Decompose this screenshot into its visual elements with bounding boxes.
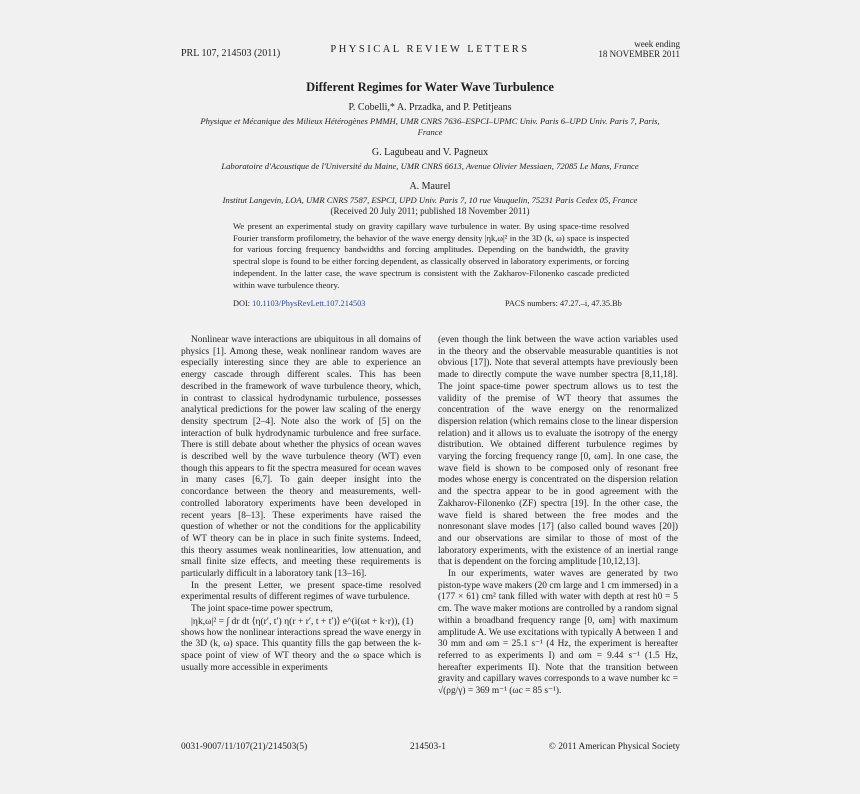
authors-3: A. Maurel: [409, 181, 451, 192]
paragraph: In the present Letter, we present space-time resolved experimental results of different regimes of wave turbulence.: [181, 580, 421, 603]
equation-1: |ηk,ω|² = ∫ dr dt ⟨η(r′, t′) η(r + r′, t + t′)⟩ e^(i(ωt + k·r)), (1): [191, 615, 414, 627]
authors-1: P. Cobelli,* A. Przadka, and P. Petitjeans: [348, 102, 512, 113]
pacs-numbers: PACS numbers: 47.27.–i, 47.35.Bb: [505, 299, 622, 308]
doi-link[interactable]: 10.1103/PhysRevLett.107.214503: [252, 299, 366, 308]
week-date: 18 NOVEMBER 2011: [598, 49, 680, 59]
authors-2: G. Lagubeau and V. Pagneux: [371, 147, 489, 158]
footer-issn: 0031-9007/11/107(21)/214503(5): [181, 742, 308, 752]
affiliation-3: Institut Langevin, LOA, UMR CNRS 7587, ESPCI, UPD Univ. Paris 7, 10 rue Vauquelin, 75231 Paris Cedex 05, France: [222, 195, 638, 205]
footer-page-number: 214503-1: [410, 742, 446, 752]
footer-copyright: © 2011 American Physical Society: [548, 742, 680, 752]
paragraph: In our experiments, water waves are generated by two piston-type wave makers (20 cm large and 1 cm immersed) in a (177 × 61) cm² tank filled with water with depth at rest h0 = 5 cm. The wave maker motions are controlled by a random signal within a broadband frequency range [0, ωm] with maximum amplitude A. We use excitations with typically A between 1 and 30 mm and ωm = 25.1 s⁻¹ (4 Hz, the experiment is hereafter referred to as experiments I) and ωm = 9.44 s⁻¹ (1.5 Hz, hereafter experiments II). Note that the transition between gravity and capillary waves corresponds to a wave number kc = √(ρg/γ) = 369 m⁻¹ (ωc = 85 s⁻¹).: [438, 569, 678, 697]
doi-line: [233, 299, 365, 308]
paper-title: Different Regimes for Water Wave Turbulence: [306, 80, 554, 94]
left-column: [181, 335, 421, 674]
journal-name: PHYSICAL REVIEW LETTERS: [330, 44, 530, 55]
doi-label: DOI:: [233, 299, 251, 308]
issue-date: [560, 39, 680, 59]
abstract: We present an experimental study on gravity capillary wave turbulence in water. By using space-time resolved Fourier transform profilometry, the behavior of the wave energy density |ηk,ω|² in the 3D (k, ω) space is inspected for various forcing frequency bandwidths and forcing amplitudes. Depending on the bandwidth, the gravity spectral slope is found to be either forcing dependent, as classically observed in laboratory experiments, or forcing independent. In the latter case, the wave spectrum is consistent with the Zakharov-Filonenko cascade predicted within wave turbulence theory.: [233, 221, 629, 290]
paragraph: The joint space-time power spectrum,: [191, 604, 333, 615]
affiliation-1: Physique et Mécanique des Milieux Hétérogènes PMMH, UMR CNRS 7636–ESPCI–UPMC Univ. Paris 6–UPD Univ. Paris 7, Paris, France: [200, 116, 660, 137]
paragraph: shows how the nonlinear interactions spread the wave energy in the 3D (k, ω) space. This quantity fills the gap between the k-space point of view of WT theory and the ω space which is usually more accessible in experiments: [181, 627, 421, 673]
paragraph: Nonlinear wave interactions are ubiquitous in all domains of physics [1]. Among these, weak nonlinear random waves are especially interesting since they are able to experience an energy cascade through different scales. This has been described in the framework of wave turbulence theory, which, in contrast to classical hydrodynamic turbulence, possesses analytical predictions for the power law scaling of the energy density spectrum [2–4]. Note also the work of [5] on the interaction of bulk hydrodynamic turbulence and free surface. There is still debate about whether the physics of ocean waves is described well by the wave turbulence theory (WT) even though this appears to fit the spectra measured for ocean waves in many cases [6,7]. To gain deeper insight into the concordance between the theory and measurements, well-controlled laboratory experiments have been developed in recent years [8–13]. These experiments have raised the question of whether or not the conditions for the applicability of WT theory can be in place in such finite systems. Indeed, this theory assumes weak nonlinearities, low attenuation, and small finite size effects, and meeting these requirements is particularly difficult in a laboratory tank [13–16].: [181, 335, 421, 580]
right-column: [438, 335, 678, 698]
paragraph: (even though the link between the wave action variables used in the theory and the observable measurable quantities is not obvious [17]). Note that several attempts have previously been made to directly compute the wave number spectra [8,11,18]. The joint space-time power spectrum allows us to test the validity of the premise of WT theory that assumes the concentration of the wave energy on the renormalized dispersion relation (which remains close to the linear dispersion relation) and it allows us to evaluate the isotropy of the energy distribution. We obtained different turbulence regimes by varying the forcing frequency range [0, ωm]. In one case, the wave field is shown to be composed only of resonant free modes whose energy is concentrated on the dispersion relation and the spectra appear to be in good agreement with the Zakharov-Filonenko (ZF) spectra [19]. In the other case, the wave field is shared between the free modes and the nonresonant slave modes [17] (also called bound waves [20]) and our observations are similar to those of most of the laboratory experiments, with the existence of an inertial range that is dependent on the forcing amplitude [10,12,13].: [438, 335, 678, 568]
received-date: (Received 20 July 2011; published 18 November 2011): [330, 206, 530, 216]
citation: PRL 107, 214503 (2011): [181, 48, 281, 59]
affiliation-2: Laboratoire d'Acoustique de l'Université du Maine, UMR CNRS 6613, Avenue Olivier Messiaen, 72085 Le Mans, France: [221, 161, 639, 171]
week-label: week ending: [634, 39, 680, 49]
